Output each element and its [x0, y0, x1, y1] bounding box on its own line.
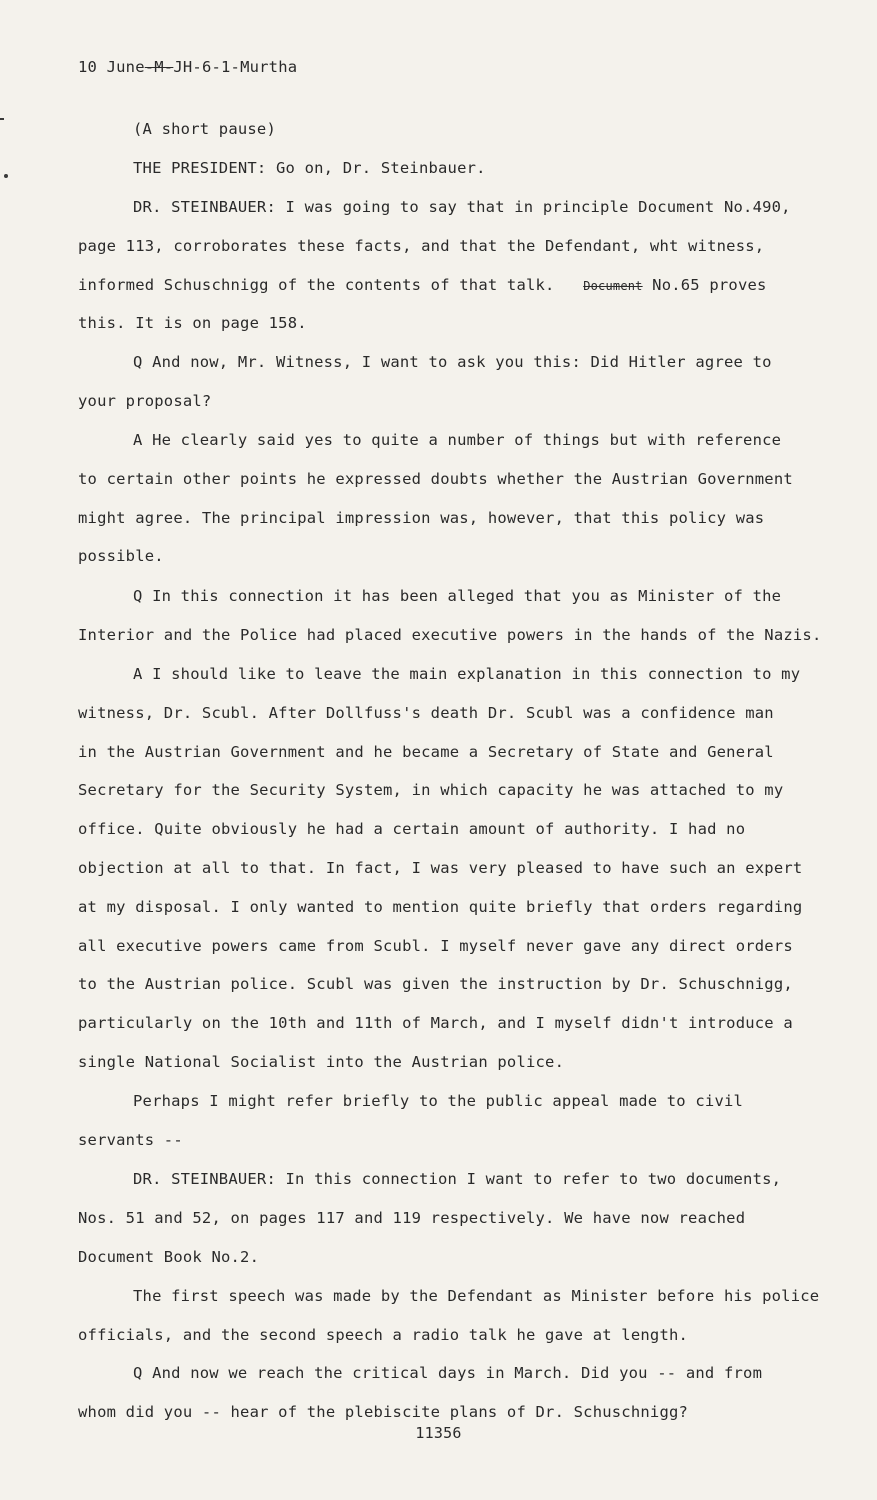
text-line: (A short pause)	[133, 120, 276, 138]
text-line: A I should like to leave the main explanation in this connection to my	[133, 665, 801, 683]
header-prefix: 10 June	[78, 58, 145, 76]
text-line: particularly on the 10th and 11th of March, and I myself didn't introduce a	[78, 1014, 793, 1033]
paragraph-question-3	[78, 1354, 838, 1432]
text-line: this. It is on page 158.	[78, 314, 307, 333]
text-line: in the Austrian Government and he became a Secretary of State and General	[78, 742, 774, 761]
text-line: possible.	[78, 547, 164, 566]
text-line: Q And now we reach the critical days in March. Did you -- and from	[133, 1364, 763, 1382]
text-segment: informed Schuschnigg of the contents of that talk.	[78, 275, 555, 294]
text-line: page 113, corroborates these facts, and that the Defendant, wht witness,	[78, 236, 765, 255]
text-line: to the Austrian police. Scubl was given the instruction by Dr. Schuschnigg,	[78, 975, 793, 994]
paragraph-question-2	[78, 577, 838, 655]
text-line: Interior and the Police had placed executive powers in the hands of the Nazis.	[78, 625, 822, 644]
page-number: 11356	[415, 1424, 462, 1442]
paragraph-appeal	[78, 1082, 838, 1160]
text-line: Q In this connection it has been alleged that you as Minister of the	[133, 587, 782, 605]
text-segment: No.65 proves	[652, 275, 767, 294]
text-line: witness, Dr. Scubl. After Dollfuss's death Dr. Scubl was a confidence man	[78, 703, 774, 722]
text-line: office. Quite obviously he had a certain amount of authority. I had no	[78, 820, 746, 839]
paragraph-pause	[78, 110, 838, 149]
text-line: all executive powers came from Scubl. I myself never gave any direct orders	[78, 936, 793, 955]
text-line: THE PRESIDENT: Go on, Dr. Steinbauer.	[133, 159, 486, 177]
text-line: whom did you -- hear of the plebiscite plans of Dr. Schuschnigg?	[78, 1402, 689, 1421]
paragraph-question-1	[78, 343, 838, 421]
text-line: objection at all to that. In fact, I was very pleased to have such an expert	[78, 858, 803, 877]
left-margin-mark	[0, 118, 4, 120]
paragraph-steinbauer-1	[78, 188, 838, 343]
text-line: Nos. 51 and 52, on pages 117 and 119 respectively. We have now reached	[78, 1208, 746, 1227]
text-line: servants --	[78, 1130, 183, 1149]
text-line: A He clearly said yes to quite a number of things but with reference	[133, 431, 782, 449]
text-line: might agree. The principal impression was, however, that this policy was	[78, 508, 765, 527]
page-header	[78, 58, 297, 76]
text-line: DR. STEINBAUER: I was going to say that in principle Document No.490,	[133, 198, 791, 216]
text-line: to certain other points he expressed doubts whether the Austrian Government	[78, 469, 793, 488]
text-line: at my disposal. I only wanted to mention quite briefly that orders regarding	[78, 897, 803, 916]
paragraph-steinbauer-2	[78, 1160, 838, 1276]
text-line: officials, and the second speech a radio talk he gave at length.	[78, 1325, 689, 1344]
paragraph-president	[78, 149, 838, 188]
paragraph-answer-2	[78, 655, 838, 1082]
text-line: Document Book No.2.	[78, 1247, 260, 1266]
text-line: Q And now, Mr. Witness, I want to ask you this: Did Hitler agree to	[133, 353, 772, 371]
header-struck-part: -M-	[144, 58, 174, 76]
text-line: your proposal?	[78, 391, 212, 410]
paragraph-answer-1	[78, 421, 838, 576]
text-line: Secretary for the Security System, in which capacity he was attached to my	[78, 781, 784, 800]
text-line-with-correction	[78, 266, 838, 305]
text-line: The first speech was made by the Defendant as Minister before his police	[133, 1287, 820, 1305]
header-suffix: JH-6-1-Murtha	[173, 58, 298, 76]
paragraph-speech	[78, 1277, 838, 1355]
text-line: single National Socialist into the Austrian police.	[78, 1052, 565, 1071]
left-margin-dot	[4, 174, 8, 178]
text-line: DR. STEINBAUER: In this connection I want to refer to two documents,	[133, 1170, 782, 1188]
struck-word: Document	[583, 278, 643, 293]
text-line: Perhaps I might refer briefly to the public appeal made to civil	[133, 1092, 744, 1110]
